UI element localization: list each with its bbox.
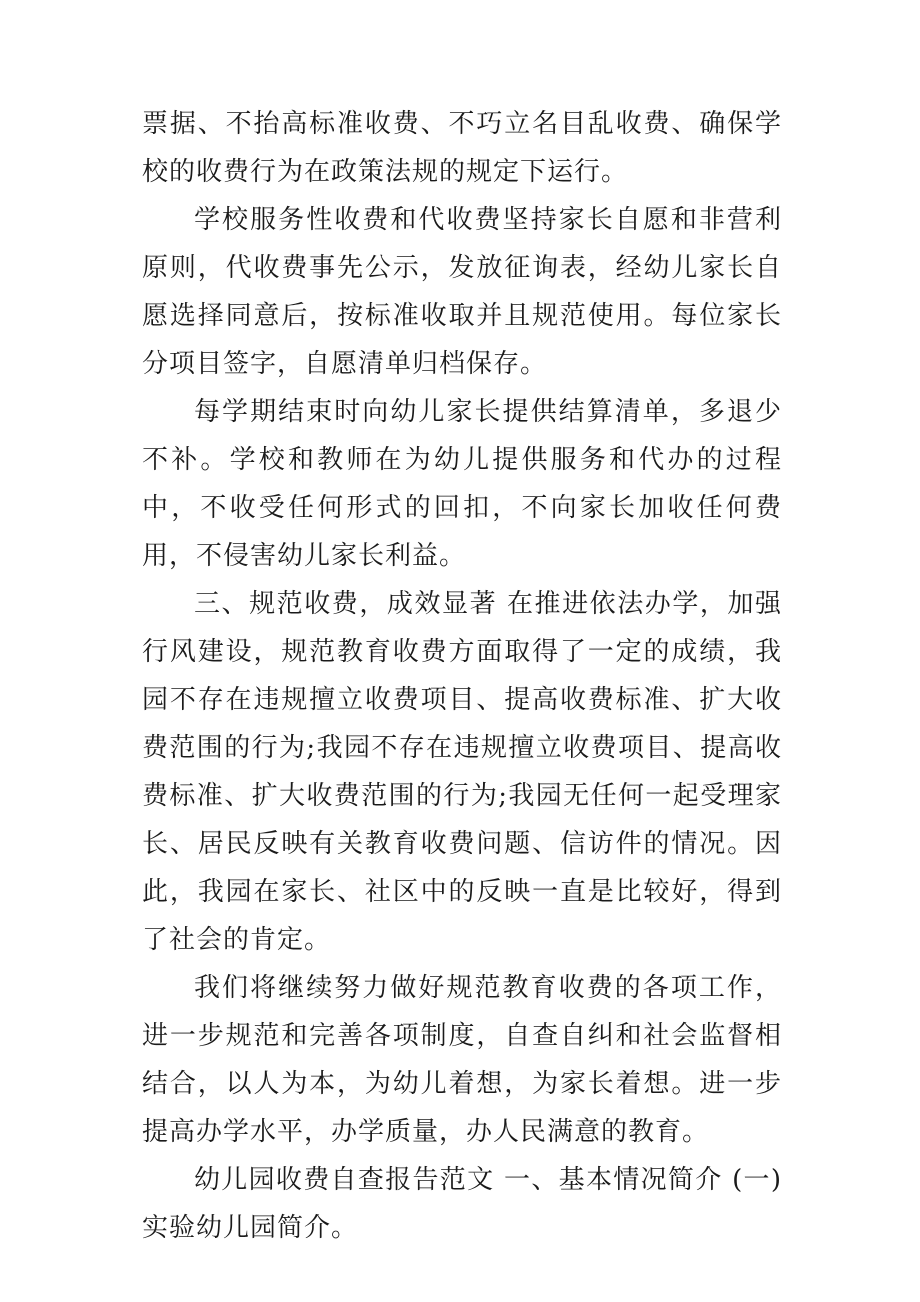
- paragraph-continuation: 票据、不抬高标准收费、不巧立名目乱收费、确保学校的收费行为在政策法规的规定下运行。: [142, 109, 782, 187]
- document-body: [142, 100, 782, 1252]
- paragraph-settlement: 每学期结束时向幼儿家长提供结算清单，多退少不补。学校和教师在为幼儿提供服务和代办的过程中，不收受任何形式的回扣，不向家长加收任何费用，不侵害幼儿家长利益。: [142, 397, 782, 571]
- paragraph-continue-efforts: 我们将继续努力做好规范教育收费的各项工作，进一步规范和完善各项制度，自查自纠和社会监督相结合，以人为本，为幼儿着想，为家长着想。进一步提高办学水平，办学质量，办人民满意的教育。: [142, 973, 782, 1147]
- paragraph-section-three: 三、规范收费，成效显著 在推进依法办学，加强行风建设，规范教育收费方面取得了一定的成绩，我园不存在违规擅立收费项目、提高收费标准、扩大收费范围的行为;我园不存在违规擅立收费项目、提高收费标准、扩大收费范围的行为;我园无任何一起受理家长、居民反映有关教育收费问题、信访件的情况。因此，我园在家长、社区中的反映一直是比较好，得到了社会的肯定。: [142, 589, 782, 955]
- paragraph-report-title: 幼儿园收费自查报告范文 一、基本情况简介 (一)实验幼儿园简介。: [142, 1165, 782, 1243]
- paragraph-service-fees: 学校服务性收费和代收费坚持家长自愿和非营利原则，代收费事先公示，发放征询表，经幼儿家长自愿选择同意后，按标准收取并且规范使用。每位家长分项目签字，自愿清单归档保存。: [142, 205, 782, 379]
